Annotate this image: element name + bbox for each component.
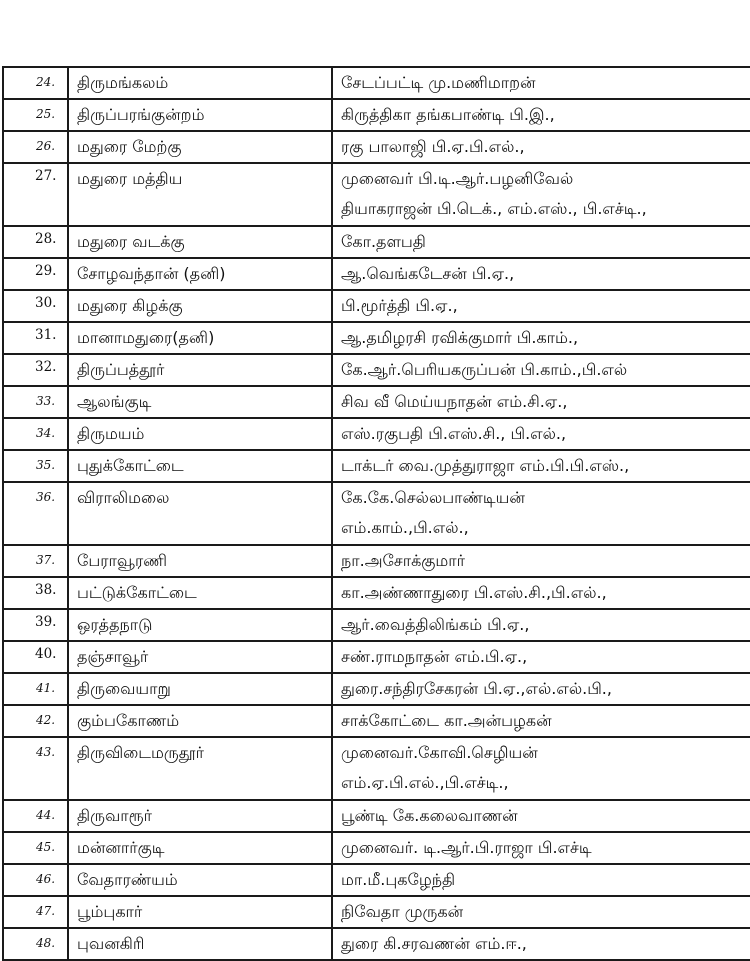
candidate-cell [332, 258, 750, 290]
constituency-cell [68, 290, 332, 322]
serial-number: 34. [36, 426, 56, 440]
constituency-name: புவனகிரி [77, 934, 145, 953]
table-row [3, 163, 750, 226]
table-row [3, 67, 750, 99]
constituency-name: புதுக்கோட்டை [77, 456, 184, 475]
constituency-cell [68, 609, 332, 641]
constituency-cell [68, 99, 332, 131]
constituency-cell [68, 386, 332, 418]
constituency-cell [68, 131, 332, 163]
candidate-cell [332, 226, 750, 258]
constituency-cell [68, 928, 332, 960]
constituency-cell [68, 864, 332, 896]
constituency-name: பட்டுக்கோட்டை [77, 583, 197, 602]
constituency-cell [68, 705, 332, 737]
candidate-name: முனைவர் பி.டி.ஆர்.பழனிவேல் [341, 169, 574, 188]
constituency-name: மதுரை மேற்கு [77, 137, 182, 156]
candidate-name: ஆ.வெங்கடேசன் பி.ஏ., [341, 264, 515, 283]
constituency-cell [68, 322, 332, 354]
constituency-name: மதுரை வடக்கு [77, 232, 185, 251]
constituency-cell [68, 832, 332, 864]
serial-number-cell [3, 450, 68, 482]
candidate-name: கே.ஆர்.பெரியகருப்பன் பி.காம்.,பி.எல் [341, 360, 628, 379]
serial-number: 48. [36, 936, 56, 950]
serial-number: 43. [36, 745, 56, 759]
constituency-cell [68, 258, 332, 290]
candidate-name: ரகு பாலாஜி பி.ஏ.பி.எல்., [341, 137, 525, 156]
constituency-name: பூம்புகார் [77, 902, 143, 921]
table-row [3, 800, 750, 832]
candidate-name: ஆர்.வைத்திலிங்கம் பி.ஏ., [341, 615, 530, 634]
constituency-cell [68, 577, 332, 609]
serial-number: 41. [36, 681, 56, 695]
table-row [3, 482, 750, 545]
serial-number: 40. [35, 646, 57, 662]
serial-number-cell [3, 864, 68, 896]
candidate-cell [332, 864, 750, 896]
constituency-name: கும்பகோணம் [77, 711, 180, 730]
candidate-name: கோ.தளபதி [341, 232, 426, 251]
candidate-name: முனைவர்.கோவி.செழியன் [341, 743, 538, 762]
serial-number-cell [3, 418, 68, 450]
candidate-cell [332, 450, 750, 482]
serial-number: 28. [35, 231, 57, 247]
serial-number: 33. [36, 394, 56, 408]
candidate-name: சாக்கோட்டை கா.அன்பழகன் [341, 711, 552, 730]
candidate-name: கே.கே.செல்லபாண்டியன் [341, 488, 525, 507]
serial-number: 45. [36, 840, 56, 854]
serial-number: 32. [35, 359, 57, 375]
constituency-cell [68, 163, 332, 226]
candidate-name: நிவேதா முருகன் [341, 902, 464, 921]
candidate-name: பூண்டி கே.கலைவாணன் [341, 806, 518, 825]
serial-number-cell [3, 163, 68, 226]
serial-number-cell [3, 322, 68, 354]
candidate-name: நா.அசோக்குமார் [341, 551, 466, 570]
constituency-cell [68, 354, 332, 386]
serial-number: 39. [35, 614, 57, 630]
table-row [3, 673, 750, 705]
constituency-cell [68, 226, 332, 258]
serial-number: 29. [35, 263, 57, 279]
constituency-name: மதுரை மத்திய [77, 169, 183, 188]
table-row [3, 832, 750, 864]
serial-number-cell [3, 386, 68, 418]
serial-number-cell [3, 354, 68, 386]
table-row [3, 418, 750, 450]
candidate-name: மா.மீ.புகழேந்தி [341, 870, 456, 889]
serial-number: 35. [36, 458, 56, 472]
candidate-name: துரை.சந்திரசேகரன் பி.ஏ.,எல்.எல்.பி., [341, 679, 612, 698]
table-row [3, 290, 750, 322]
table-row [3, 577, 750, 609]
constituency-name: ஒரத்தநாடு [77, 615, 153, 634]
constituency-name: வேதாரண்யம் [77, 870, 178, 889]
candidate-cell [332, 482, 750, 545]
serial-number-cell [3, 577, 68, 609]
candidate-table-body [3, 67, 750, 960]
candidate-cell [332, 673, 750, 705]
table-row [3, 354, 750, 386]
serial-number-cell [3, 290, 68, 322]
constituency-cell [68, 450, 332, 482]
serial-number: 46. [36, 872, 56, 886]
candidate-name: சிவ வீ மெய்யநாதன் எம்.சி.ஏ., [341, 392, 568, 411]
serial-number-cell [3, 641, 68, 673]
constituency-name: திருவையாறு [77, 679, 171, 698]
serial-number: 25. [36, 107, 56, 121]
serial-number: 37. [36, 553, 56, 567]
candidate-name: டாக்டர் வை.முத்துராஜா எம்.பி.பி.எஸ்., [341, 456, 630, 475]
serial-number-cell [3, 832, 68, 864]
candidate-name-continued: தியாகராஜன் பி.டெக்., எம்.எஸ்., பி.எச்டி., [341, 199, 647, 218]
candidate-cell [332, 800, 750, 832]
candidate-cell [332, 354, 750, 386]
candidate-name: பி.மூர்த்தி பி.ஏ., [341, 296, 458, 315]
candidate-name: சண்.ராமநாதன் எம்.பி.ஏ., [341, 647, 528, 666]
candidate-name: சேடப்பட்டி மு.மணிமாறன் [341, 73, 536, 92]
constituency-name: பேராவூரணி [77, 551, 167, 570]
candidate-name-continued: எம்.ஏ.பி.எல்.,பி.எச்டி., [341, 773, 509, 792]
constituency-name: திருவிடைமருதூர் [77, 743, 204, 762]
constituency-name: ஆலங்குடி [77, 392, 152, 411]
table-row [3, 609, 750, 641]
constituency-cell [68, 800, 332, 832]
table-row [3, 226, 750, 258]
candidate-name-continued: எம்.காம்.,பி.எல்., [341, 518, 469, 537]
constituency-name: மதுரை கிழக்கு [77, 296, 183, 315]
table-row [3, 705, 750, 737]
serial-number: 42. [36, 713, 56, 727]
serial-number-cell [3, 99, 68, 131]
table-row [3, 99, 750, 131]
constituency-cell [68, 545, 332, 577]
constituency-name: தஞ்சாவூர் [77, 647, 149, 666]
candidate-cell [332, 832, 750, 864]
constituency-cell [68, 673, 332, 705]
candidate-cell [332, 896, 750, 928]
serial-number-cell [3, 67, 68, 99]
table-row [3, 928, 750, 960]
table-row [3, 737, 750, 800]
constituency-cell [68, 418, 332, 450]
serial-number-cell [3, 545, 68, 577]
constituency-name: சோழவந்தான் (தனி) [77, 264, 226, 283]
serial-number: 36. [36, 490, 56, 504]
candidate-cell [332, 67, 750, 99]
candidate-name: ஆ.தமிழரசி ரவிக்குமார் பி.காம்., [341, 328, 579, 347]
serial-number: 44. [36, 808, 56, 822]
candidate-name: கா.அண்ணாதுரை பி.எஸ்.சி.,பி.எல்., [341, 583, 607, 602]
serial-number-cell [3, 131, 68, 163]
candidate-cell [332, 163, 750, 226]
serial-number-cell [3, 609, 68, 641]
serial-number: 30. [35, 295, 57, 311]
table-row [3, 450, 750, 482]
candidate-cell [332, 99, 750, 131]
serial-number: 47. [36, 904, 56, 918]
serial-number-cell [3, 482, 68, 545]
candidate-cell [332, 641, 750, 673]
constituency-cell [68, 482, 332, 545]
constituency-name: திருவாரூர் [77, 806, 152, 825]
constituency-name: திருப்பத்தூர் [77, 360, 165, 379]
serial-number: 24. [36, 75, 56, 89]
serial-number: 26. [36, 139, 56, 153]
candidate-name: துரை கி.சரவணன் எம்.ஈ., [341, 934, 527, 953]
serial-number: 38. [35, 582, 57, 598]
table-row [3, 258, 750, 290]
constituency-cell [68, 737, 332, 800]
candidate-cell [332, 290, 750, 322]
serial-number-cell [3, 673, 68, 705]
constituency-name: திருமயம் [77, 424, 145, 443]
candidate-cell [332, 705, 750, 737]
serial-number-cell [3, 928, 68, 960]
serial-number: 27. [35, 168, 57, 184]
table-row [3, 896, 750, 928]
constituency-name: மன்னார்குடி [77, 838, 165, 857]
constituency-name: திருப்பரங்குன்றம் [77, 105, 205, 124]
candidate-cell [332, 545, 750, 577]
candidate-cell [332, 418, 750, 450]
table-row [3, 864, 750, 896]
candidate-name: எஸ்.ரகுபதி பி.எஸ்.சி., பி.எல்., [341, 424, 567, 443]
constituency-name: விராலிமலை [77, 488, 170, 507]
constituency-cell [68, 67, 332, 99]
constituency-name: திருமங்கலம் [77, 73, 169, 92]
table-row [3, 131, 750, 163]
candidate-cell [332, 577, 750, 609]
candidate-name: முனைவர். டி.ஆர்.பி.ராஜா பி.எச்டி [341, 838, 592, 857]
constituency-cell [68, 641, 332, 673]
serial-number-cell [3, 258, 68, 290]
candidate-table [2, 66, 750, 961]
constituency-cell [68, 896, 332, 928]
candidate-cell [332, 928, 750, 960]
candidate-cell [332, 609, 750, 641]
constituency-name: மானாமதுரை(தனி) [77, 328, 215, 347]
serial-number-cell [3, 737, 68, 800]
serial-number-cell [3, 800, 68, 832]
candidate-cell [332, 737, 750, 800]
table-row [3, 322, 750, 354]
serial-number: 31. [35, 327, 57, 343]
serial-number-cell [3, 226, 68, 258]
serial-number-cell [3, 896, 68, 928]
candidate-name: கிருத்திகா தங்கபாண்டி பி.இ., [341, 105, 555, 124]
serial-number-cell [3, 705, 68, 737]
table-row [3, 641, 750, 673]
candidate-cell [332, 322, 750, 354]
candidate-cell [332, 386, 750, 418]
table-row [3, 545, 750, 577]
candidate-cell [332, 131, 750, 163]
table-row [3, 386, 750, 418]
